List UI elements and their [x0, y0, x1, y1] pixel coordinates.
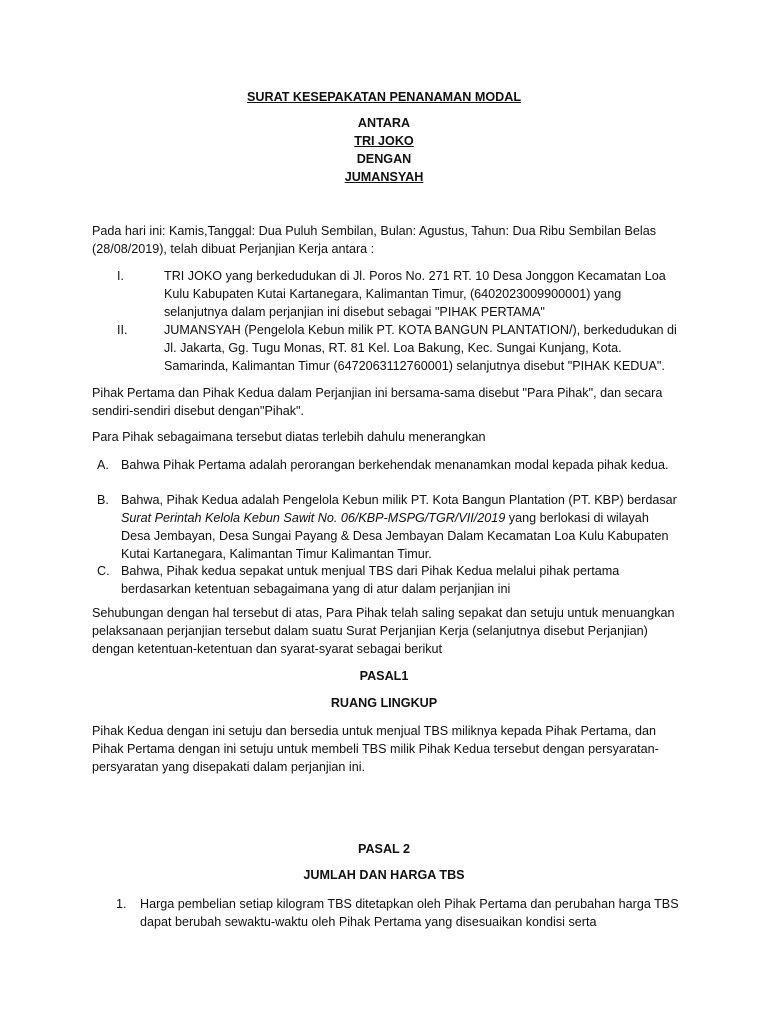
party2-name: [0, 168, 768, 186]
pasal1-paragraph: Pihak Kedua dengan ini setuju dan bersedia untuk menjual TBS miliknya kepada Pihak Pertama, dan Pihak Pertama dengan ini setuju untuk membeli TBS milik Pihak Kedua tersebut dengan persyaratan-persyaratan yang disepakati dalam perjanjian ini.: [92, 724, 659, 774]
point-b-text-after: yang berlokasi di wilayah Desa Jembayan, Desa Sungai Payang & Desa Jembayan Dalam Kecamatan Loa Kulu Kabupaten Kutai Kartanegara, Kalimantan Timur Kalimantan Timur.: [121, 511, 669, 561]
party1-name-text: TRI JOKO: [354, 134, 414, 148]
party-item-1-number: I.: [117, 269, 124, 283]
party-item-2-text: JUMANSYAH (Pengelola Kebun milik PT. KOTA BANGUN PLANTATION/), berkedudukan di Jl. Jakarta, Gg. Tugu Monas, RT. 81 Kel. Loa Bakung, Kec. Sungai Kunjang, Kota. Samarinda, Kalimantan Timur (6472063112760001) selanjutnya disebut "PIHAK KEDUA".: [164, 323, 677, 373]
pasal2-subheading: JUMLAH DAN HARGA TBS: [303, 868, 465, 882]
pasal2-heading: PASAL 2: [357, 842, 411, 856]
point-b-number: B.: [97, 493, 109, 507]
para-pihak-paragraph: Pihak Pertama dan Pihak Kedua dalam Perjanjian ini bersama-sama disebut "Para Pihak", dan secara sendiri-sendiri disebut dengan"Pihak".: [92, 386, 663, 418]
pasal1-heading: PASAL1: [359, 669, 409, 683]
point-b-text: [121, 491, 681, 563]
party1-name: [0, 132, 768, 150]
pasal1-subheading: RUANG LINGKUP: [330, 696, 438, 710]
party-item-2-number: II.: [117, 323, 128, 337]
point-c-text: Bahwa, Pihak kedua sepakat untuk menjual TBS dari Pihak Kedua melalui pihak pertama berdasarkan ketentuan sebagaimana yang di atur dalam perjanjian ini: [121, 564, 620, 596]
party2-name-text: JUMANSYAH: [344, 170, 424, 184]
party-item-1-text: TRI JOKO yang berkedudukan di Jl. Poros No. 271 RT. 10 Desa Jonggon Kecamatan Loa Kulu Kabupaten Kutai Kartanegara, Kalimantan Timur, (6402023009900001) yang selanjutnya dalam perjanjian ini disebut sebagai "PIHAK PERTAMA": [164, 269, 666, 319]
point-a-number: A.: [97, 458, 109, 472]
point-b-text-before: Bahwa, Pihak Kedua adalah Pengelola Kebun milik PT. Kota Bangun Plantation (PT. KBP) berdasar: [121, 493, 677, 507]
point-b-text-italic: Surat Perintah Kelola Kebun Sawit No. 06/KBP-MSPG/TGR/VII/2019: [121, 511, 506, 525]
point-a-text: Bahwa Pihak Pertama adalah perorangan berkehendak menanamkan modal kepada pihak kedua.: [121, 458, 669, 472]
intro-paragraph: Pada hari ini: Kamis,Tanggal: Dua Puluh Sembilan, Bulan: Agustus, Tahun: Dua Ribu Sembilan Belas (28/08/2019), telah dibuat Perjanjian Kerja antara :: [92, 224, 657, 256]
menerangkan-paragraph: Para Pihak sebagaimana tersebut diatas terlebih dahulu menerangkan: [92, 430, 486, 444]
document-title: SURAT KESEPAKATAN PENANAMAN MODAL: [246, 90, 522, 104]
sehubungan-paragraph: Sehubungan dengan hal tersebut di atas, Para Pihak telah saling sepakat dan setuju untuk menuangkan pelaksanaan perjanjian tersebut dalam suatu Surat Perjanjian Kerja (selanjutnya disebut Perjanjian) dengan ketentuan-ketentuan dan syarat-syarat sebagai berikut: [92, 606, 675, 656]
pasal2-item-1-text: Harga pembelian setiap kilogram TBS ditetapkan oleh Pihak Pertama dan perubahan harga TBS dapat berubah sewaktu-waktu oleh Pihak Pertama yang disesuaikan kondisi serta: [140, 897, 679, 929]
antara-label: ANTARA: [357, 116, 411, 130]
pasal2-item-1-number: 1.: [116, 897, 127, 911]
point-c-number: C.: [97, 564, 110, 578]
dengan-label: DENGAN: [356, 152, 412, 166]
